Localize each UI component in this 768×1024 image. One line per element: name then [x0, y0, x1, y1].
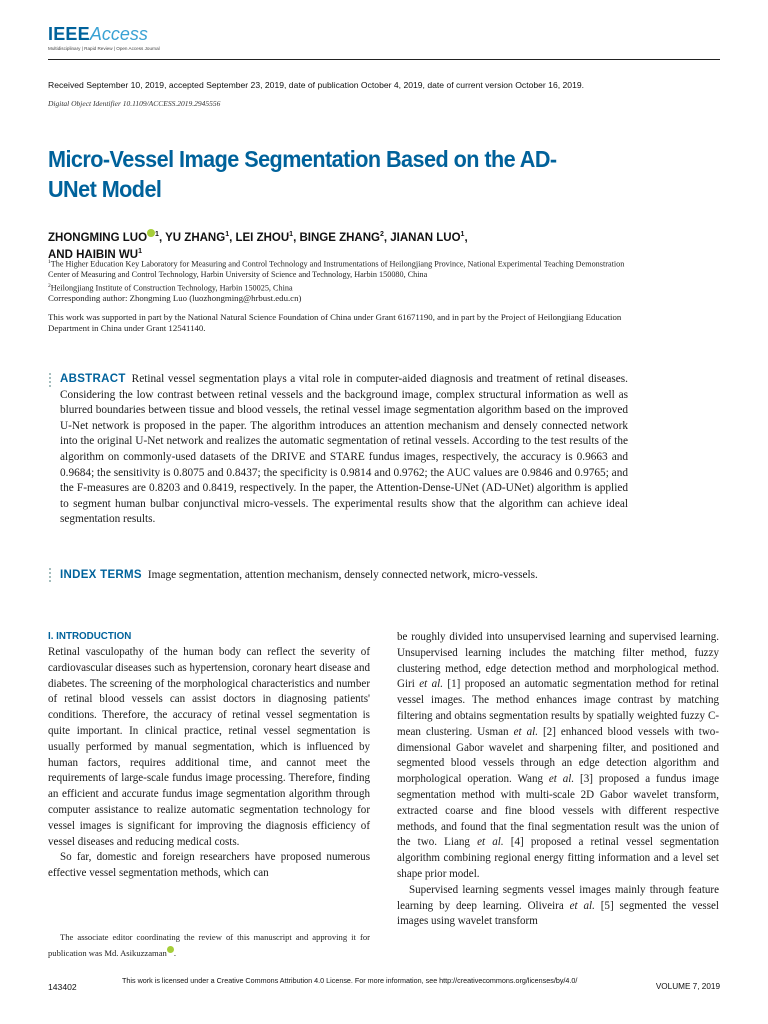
author-name: ZHONGMING LUO [48, 231, 148, 244]
received-dates: Received September 10, 2019, accepted September 23, 2019, date of publication October 4, 2019, date of current version October 16, 2019. [48, 80, 585, 90]
right-column [397, 630, 719, 930]
paragraph: Retinal vasculopathy of the human body can reflect the severity of cardiovascular diseases such as hypertension, coronary heart disease and diabetes. The screening of the morphological characteristics and number of retinal blood vessels can assist doctors in diagnosing patients' conditions. Therefore, the accuracy of retinal vessel segmentation is quite important. In clinical practice, retinal vessel segmentation is usually performed by manual segmentation, which is influenced by human factors, requires additional time, and cannot meet the requirements of large-scale fundus image processing. Therefore, finding an efficient and accurate fundus image segmentation algorithm through computer assistance to realize automatic segmentation technology for vessel images is significant for improving the diagnosis efficiency of vessel diseases and reducing medical costs. [48, 646, 370, 848]
affiliations: $^1$The Higher Education Key Laboratory for Measuring and Control Technology and Instrumentations of Heilongjiang Province, National Experimental Teaching Demonstration Center of Measuring and Control Technology, Harbin University of Science and Technology, Harbin 150080, China $^2$Heilongjiang Institute of Construction Technology, Harbin 150025, China [48, 259, 625, 293]
ieee-access-logo [48, 24, 160, 51]
author-list: ZHONGMING LUO $^1$, YU ZHANG$^1$, LEI ZHOU$^1$, BINGE ZHANG$^2$, JIANAN LUO$^1$, AND HAIBIN $WU^1$ [48, 231, 468, 261]
header-rule [48, 59, 720, 60]
abstract-dots-icon [49, 373, 53, 389]
section-heading: I. INTRODUCTION [48, 631, 132, 642]
license-text[interactable]: This work is licensed under a Creative Commons Attribution 4.0 License. For more information, see http://creativecommons.org/licenses/by/4.0/ [122, 976, 578, 985]
affiliation-1: The Higher Education Key Laboratory for Measuring and Control Technology and Instrumentations of Heilongjiang Province, National Experimental Teaching Demonstration Center of Measuring and Control Technology, Harbin University of Science and Technology, Harbin 150080, China [48, 259, 625, 280]
editor-footnote: The associate editor coordinating the review of this manuscript and approving it for publication was Md. Asikuzzaman . [48, 932, 370, 958]
logo-tagline: Multidisciplinary | Rapid Review | Open Access Journal [48, 46, 160, 51]
index-terms-text: Image segmentation, attention mechanism, densely connected network, micro-vessels. [147, 569, 538, 581]
paper-title: Micro-Vessel Image Segmentation Based on the AD-UNet Model [48, 146, 557, 202]
funding-note: This work was supported in part by the National Natural Science Foundation of China under Grant 61671190, and in part by the Project of Heilongjiang Education Department in China under Grant 12541140. [48, 312, 622, 333]
corresponding-author: Corresponding author: Zhongming Luo (luozhongming@hrbust.edu.cn) [48, 293, 302, 303]
orcid-icon[interactable] [147, 229, 155, 237]
logo-ieee: IEEE [48, 24, 90, 44]
page-number: 143402 [48, 982, 77, 992]
paragraph: be roughly divided into unsupervised learning and supervised learning. Unsupervised learning includes the matching filter method, fuzzy clustering method, edge detection method and morphological method. Giri et al. [1] proposed an automatic segmentation method for retinal vessel images. The method enhances image contrast by matching filtering and obtains segmentation results by spatially weighted fuzzy C-mean clustering. Usman et al. [2] enhanced blood vessels with two-dimensional Gabor wavelet and sharpening filter, and positioned and segmented blood vessels through an edge detection algorithm and morphological operation. Wang et al. [3] proposed a fundus image segmentation method with multi-scale 2D Gabor wavelet transform, extracted coarse and fine blood vessels with different respective methods, and found that the final segmentation result was the union of the two. Liang et al. [4] proposed a retinal vessel segmentation algorithm combining regional energy fitting information and a level set shape prior model. [397, 631, 720, 880]
abstract [60, 372, 628, 528]
affiliation-2: Heilongjiang Institute of Construction Technology, Harbin 150025, China [50, 283, 293, 293]
abstract-text: Retinal vessel segmentation plays a vital role in computer-aided diagnosis and treatment of retinal diseases. Considering the low contrast between retinal vessels and the background image, complex structural information as well as blurred boundaries between tissue and blood vessels, the retinal vessel image segmentation algorithm based on the improved U-Net network is proposed in the paper. The algorithm introduces an attention mechanism and densely connected network into the original U-Net network and realizes the automatic segmentation of retinal vessels. According to the test results of the algorithm on commonly-used datasets of the DRIVE and STARE fundus images, respectively, the accuracy is 0.9663 and 0.9684; the sensitivity is 0.8075 and 0.8437; the specificity is 0.9814 and 0.9762; the AUC values are 0.9846 and 0.9765; and the F-measures are 0.8203 and 0.8419, respectively. In the paper, the Attention-Dense-UNet (AD-UNet) algorithm is applied to segment human bulbar conjunctival micro-vessels. The experimental results show that the algorithm can achieve ideal segmentation results. [60, 373, 628, 526]
index-terms [60, 568, 640, 583]
orcid-icon[interactable] [167, 946, 174, 953]
paragraph: So far, domestic and foreign researchers have proposed numerous effective vessel segmentation methods, which can [48, 851, 370, 880]
abstract-heading: ABSTRACT [60, 373, 126, 385]
paragraph: Supervised learning segments vessel images mainly through feature learning by deep learning. Oliveira et al. [5] segmented the vessel images using wavelet transform [397, 883, 719, 928]
left-column [48, 630, 370, 882]
index-terms-heading: INDEX TERMS [60, 569, 142, 581]
volume-label: VOLUME 7, 2019 [655, 982, 720, 991]
logo-access: Access [89, 24, 148, 44]
index-terms-dots-icon [49, 568, 53, 584]
doi[interactable]: Digital Object Identifier 10.1109/ACCESS.2019.2945556 [48, 99, 221, 108]
author-name-last: AND HAIBIN WU [48, 248, 139, 261]
